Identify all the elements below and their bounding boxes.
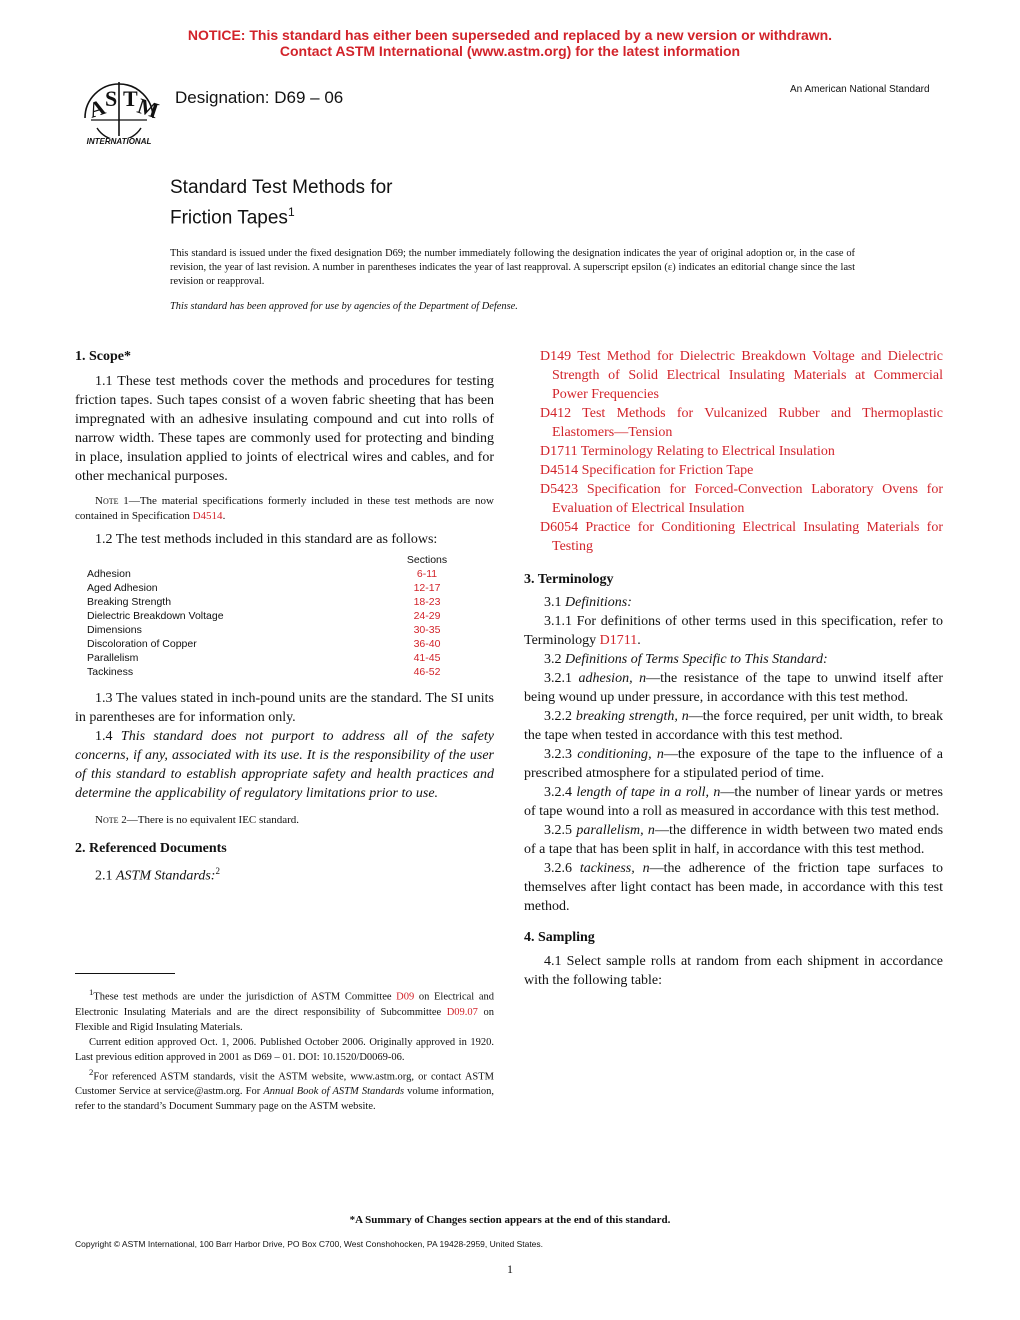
ref-code[interactable]: D6054 bbox=[540, 520, 579, 535]
footnote-1-edition: Current edition approved Oct. 1, 2006. Published October 2006. Originally approved in 1920. Last previous edition approved in 2001 as D69 – 01. DOI: 10.1520/D0069-06. bbox=[75, 1036, 494, 1063]
notice-line-1: NOTICE: This standard has either been superseded and replaced by a new version or withdrawn. bbox=[187, 27, 833, 43]
sections-header: Sections bbox=[406, 554, 448, 566]
title-line-1: Standard Test Methods for bbox=[170, 177, 393, 198]
list-item: D4514 Specification for Friction Tape bbox=[540, 463, 754, 478]
definition-3-2-4: 3.2.4 length of tape in a roll, n—the number of linear yards or metres of tape wound into a roll as measured in accordance with this test method. bbox=[524, 785, 943, 819]
table-row: Parallelism 41-45 bbox=[87, 652, 441, 664]
table-row: Aged Adhesion 12-17 bbox=[87, 582, 441, 594]
table-row: Discoloration of Copper 36-40 bbox=[87, 638, 441, 650]
document-title bbox=[170, 175, 393, 230]
ref-code[interactable]: D1711 bbox=[540, 444, 578, 459]
link-d09-07[interactable]: D09.07 bbox=[446, 1006, 478, 1018]
para-3-2: 3.2 Definitions of Terms Specific to This Standard: bbox=[544, 652, 828, 667]
para-3-1-1: 3.1.1 For definitions of other terms used in this specification, refer to Terminology D1711. bbox=[524, 614, 943, 648]
terminology-heading: 3. Terminology bbox=[524, 572, 614, 587]
page-number: 1 bbox=[507, 1262, 513, 1276]
para-4-1: 4.1 Select sample rolls at random from each shipment in accordance with the following table: bbox=[524, 954, 943, 988]
ref-code[interactable]: D4514 bbox=[540, 463, 579, 478]
svg-text:S: S bbox=[105, 86, 118, 111]
list-item: D6054 Practice for Conditioning Electrical Insulating Materials for Testing bbox=[540, 520, 943, 554]
summary-of-changes-note: *A Summary of Changes section appears at the end of this standard. bbox=[349, 1214, 671, 1226]
para-1-3: 1.3 The values stated in inch-pound units are the standard. The SI units in parentheses are for information only. bbox=[75, 691, 494, 725]
para-1-2: 1.2 The test methods included in this standard are as follows: bbox=[95, 532, 438, 547]
ref-code[interactable]: D149 bbox=[540, 349, 572, 364]
definition-3-2-2: 3.2.2 breaking strength, n—the force required, per unit width, to break the tape when tested in accordance with this test method. bbox=[524, 709, 944, 743]
link-d09[interactable]: D09 bbox=[396, 991, 415, 1003]
notice-line-2: Contact ASTM International (www.astm.org) for the latest information bbox=[279, 43, 741, 59]
list-item: D5423 Specification for Forced-Convection Laboratory Ovens for Evaluation of Electrical Insulation bbox=[540, 482, 943, 516]
dod-approval: This standard has been approved for use by agencies of the Department of Defense. bbox=[170, 301, 518, 312]
referenced-standards-list bbox=[524, 347, 943, 556]
svg-text:A: A bbox=[85, 94, 109, 123]
designation: Designation: D69 – 06 bbox=[175, 88, 344, 107]
scope-heading: 1. Scope* bbox=[75, 349, 131, 364]
footnote-rule bbox=[75, 973, 175, 974]
link-d1711[interactable]: D1711 bbox=[599, 633, 638, 648]
issued-statement: This standard is issued under the fixed designation D69; the number immediately following the designation indicates the year of original adoption or, in the case of revision, the year of last revision. A number in parentheses indicates the year of last reapproval. A superscript epsilon (ε) indicates an editorial change since the last revision or reapproval. bbox=[170, 248, 855, 287]
note-1-label: Note 1 bbox=[95, 495, 129, 507]
left-column bbox=[75, 347, 494, 886]
svg-text:M: M bbox=[134, 92, 161, 124]
title-line-2: Friction Tapes bbox=[170, 207, 288, 229]
para-3-1: 3.1 Definitions: bbox=[544, 595, 632, 610]
table-row: Dielectric Breakdown Voltage 24-29 bbox=[87, 610, 441, 622]
sampling-heading: 4. Sampling bbox=[524, 930, 595, 945]
svg-text:T: T bbox=[123, 86, 138, 111]
para-1-4: 1.4 This standard does not purport to address all of the safety concerns, if any, associated with its use. It is the responsibility of the user of this standard to establish appropriate safety and health practices and determine the applicability of regulatory limitations prior to use. bbox=[75, 729, 494, 801]
table-row: Dimensions 30-35 bbox=[87, 624, 441, 636]
footnote-2: $^2$For referenced ASTM standards, visit the ASTM website, www.astm.org, or contact ASTM Customer Service at service@astm.org. For Annual Book of ASTM Standards volume information, refer to the standard’s Document Summary page on the ASTM website. bbox=[75, 1066, 494, 1112]
title-footnote-mark: 1 bbox=[287, 205, 295, 219]
logo-subtitle: INTERNATIONAL bbox=[86, 137, 152, 146]
table-row: Tackiness 46-52 bbox=[87, 666, 441, 678]
list-item: D412 Test Methods for Vulcanized Rubber and Thermoplastic Elastomers—Tension bbox=[540, 406, 943, 440]
list-item: D149 Test Method for Dielectric Breakdown Voltage and Dielectric Strength of Solid Electrical Insulating Materials at Commercial Power Frequencies bbox=[540, 349, 943, 402]
definition-3-2-5: 3.2.5 parallelism, n—the difference in width between two mated ends of a tape that has been split in half, in accordance with this test method. bbox=[524, 823, 944, 857]
table-row: Adhesion 6-11 bbox=[87, 568, 438, 580]
ref-code[interactable]: D412 bbox=[540, 406, 572, 421]
referenced-documents-heading: 2. Referenced Documents bbox=[75, 841, 227, 856]
right-column bbox=[524, 347, 943, 990]
footnotes bbox=[75, 985, 494, 1114]
copyright: Copyright © ASTM International, 100 Barr Harbor Drive, PO Box C700, West Conshohocken, PA 19428-2959, United States. bbox=[75, 1239, 544, 1249]
note-1-text: —The material specifications formerly included in these test methods are now contained in Specification bbox=[75, 495, 494, 522]
definition-3-2-1: 3.2.1 adhesion, n—the resistance of the tape to unwind itself after being wound up under pressure, in accordance with this test method. bbox=[524, 671, 944, 705]
ref-code[interactable]: D5423 bbox=[540, 482, 579, 497]
para-1-1: 1.1 These test methods cover the methods and procedures for testing friction tapes. Such tapes consist of a woven fabric sheeting that has been impregnated with an adhesive insulating compound and cut into rolls of narrow width. These tapes are commonly used for protecting and binding in place, insulation applied to joints of electrical wires and cables, and for other mechanical purposes. bbox=[75, 374, 494, 484]
definition-3-2-6: 3.2.6 tackiness, n—the adherence of the friction tape surfaces to themselves after light contact has been made, in accordance with this test method. bbox=[524, 861, 943, 914]
para-2-1: 2.1 ASTM Standards:$^2$ bbox=[95, 866, 220, 884]
definition-3-2-3: 3.2.3 conditioning, n—the exposure of the tape to the influence of a prescribed atmosphere for a stipulated period of time. bbox=[524, 747, 944, 781]
footnote-1: $^1$These test methods are under the jurisdiction of ASTM Committee D09 on Electrical and Electronic Insulating Materials and are the direct responsibility of Subcommittee D09.07 on Flexible and Rigid Insulating Materials. bbox=[75, 987, 495, 1033]
withdrawn-notice bbox=[0, 27, 1020, 59]
note-1: Note 1—The material specifications formerly included in these test methods are now contained in Specification D4514. bbox=[75, 495, 494, 522]
american-national-standard: An American National Standard bbox=[790, 84, 930, 95]
note-2: Note 2—There is no equivalent IEC standard. bbox=[95, 814, 300, 826]
note-1-link-d4514[interactable]: D4514 bbox=[192, 510, 223, 522]
list-item: D1711 Terminology Relating to Electrical Insulation bbox=[540, 444, 835, 459]
astm-logo bbox=[77, 76, 161, 150]
table-row: Breaking Strength 18-23 bbox=[87, 596, 441, 608]
sections-table bbox=[87, 553, 467, 679]
